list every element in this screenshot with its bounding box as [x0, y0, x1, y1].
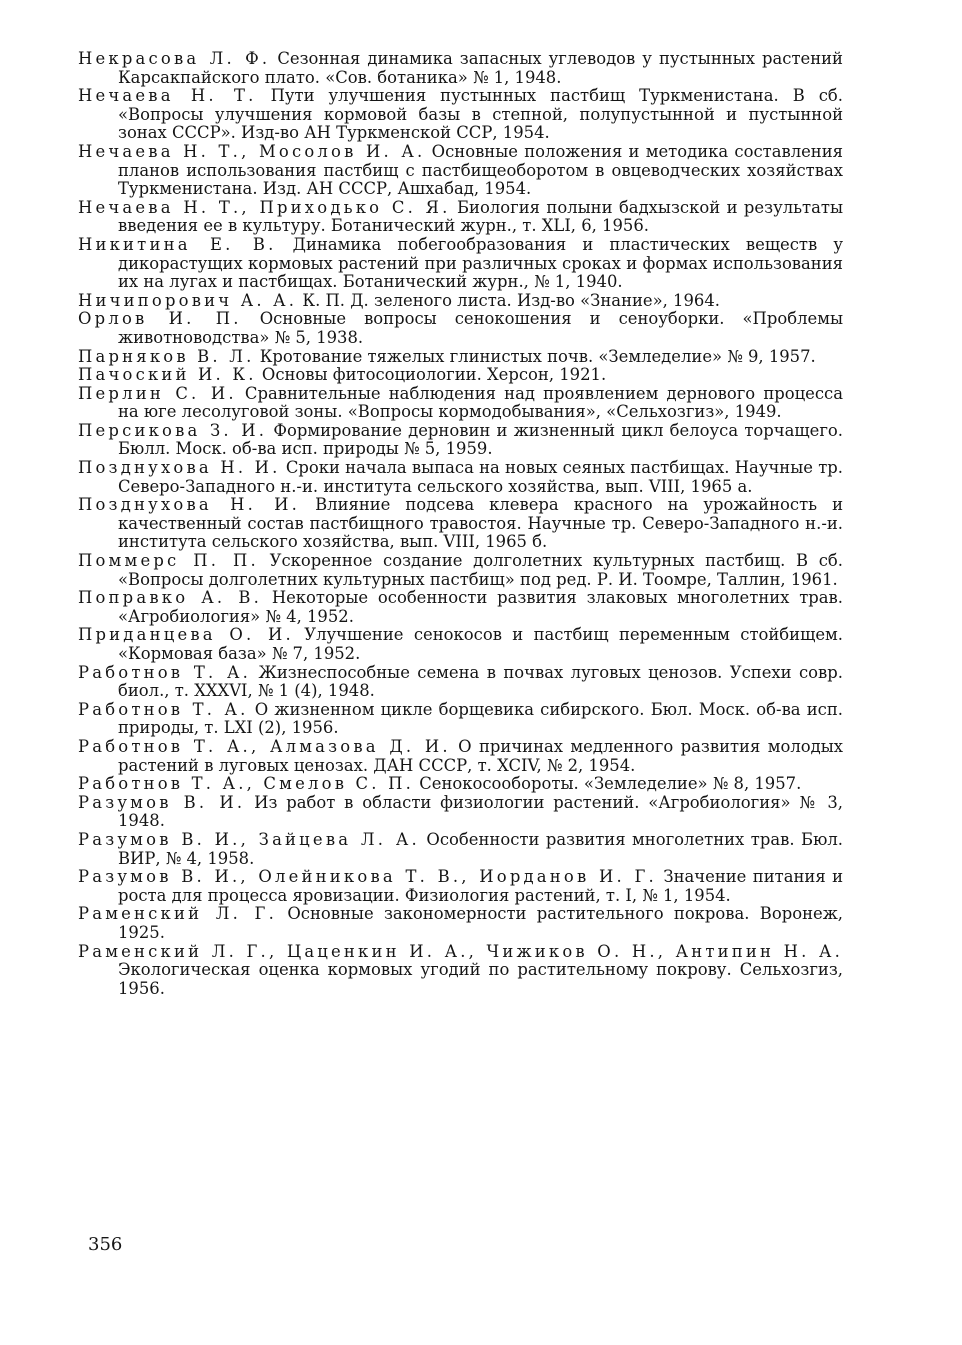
- reference-author: Раменский Л. Г.: [78, 904, 278, 924]
- reference-entry: [78, 831, 843, 868]
- reference-entry: [78, 664, 843, 701]
- reference-entry: [78, 236, 843, 292]
- reference-author: Перлин С. И.: [78, 383, 237, 403]
- reference-entry: [78, 459, 843, 496]
- reference-text: О жизненном цикле борщевика сибирского. Бюл. Моск. об-ва исп. природы, т. LXI (2), 1956.: [118, 699, 843, 738]
- reference-text: Формирование дерновин и жизненный цикл белоуса торчащего. Бюлл. Моск. об-ва исп. природы № 5, 1959.: [118, 420, 843, 459]
- reference-text: Сроки начала выпаса на новых сеяных пастбищах. Научные тр. Северо-Западного н.-и. института сельского хозяйства, вып. VIII, 1965 а.: [118, 458, 843, 496]
- reference-entry: [78, 496, 843, 552]
- reference-author: Некрасова Л. Ф.: [78, 49, 271, 68]
- reference-text: Ускоренное создание долголетних культурных пастбищ. В сб. «Вопросы долголетних культурных пастбищ» под ред. Р. И. Тоомре, Таллин, 1961.: [118, 551, 843, 589]
- reference-author: Разумов В. И., Зайцева Л. А.: [78, 829, 420, 849]
- reference-author: Орлов И. П.: [78, 309, 242, 329]
- reference-author: Никитина Е. В.: [78, 234, 277, 254]
- reference-entry: [78, 199, 843, 236]
- reference-text: Улучшение сенокосов и пастбищ переменным стойбищем. «Кормовая база» № 7, 1952.: [118, 625, 843, 663]
- reference-text: Динамика побегообразования и пластических веществ у дикорастущих кормовых растений при различных сроках и формах использования их на лугах и пастбищах. Ботанический журн., № 1, 1940.: [118, 234, 843, 292]
- reference-text: Жизнеспособные семена в почвах луговых ценозов. Успехи совр. биол., т. XXXVI, № 1 (4), 1948.: [118, 662, 843, 701]
- reference-entry: [78, 552, 843, 589]
- reference-author: Разумов В. И., Олейникова Т. В., Иорданов И. Г.: [78, 867, 657, 887]
- reference-entry: [78, 868, 843, 905]
- reference-text: Кротование тяжелых глинистых почв. «Земледелие» № 9, 1957.: [259, 346, 816, 366]
- reference-entry: [78, 738, 843, 775]
- reference-text: Основные вопросы сенокошения и сеноуборки. «Проблемы животноводства» № 5, 1938.: [118, 309, 843, 347]
- reference-text: Пути улучшения пустынных пастбищ Туркменистана. В сб. «Вопросы улучшения кормовой базы в степной, полупустынной и пустынной зонах СССР». Изд-во АН Туркменской ССР, 1954.: [118, 86, 844, 143]
- reference-author: Персикова З. И.: [78, 420, 268, 440]
- reference-text: К. П. Д. зеленого листа. Изд-во «Знание», 1964.: [302, 290, 720, 310]
- reference-text: Влияние подсева клевера красного на урожайность и качественный состав пастбищного травостоя. Научные тр. Северо-Западного н.-и. института сельского хозяйства, вып. VIII, 1965 б.: [118, 495, 843, 552]
- reference-text: О причинах медленного развития молодых растений в луговых ценозах. ДАН СССР, т. XCIV, № 2, 1954.: [118, 736, 843, 775]
- reference-entry: [78, 943, 843, 999]
- reference-entry: [78, 292, 843, 311]
- reference-author: Нечаева Н. Т.: [78, 86, 257, 106]
- reference-text: Сенокосообороты. «Земледелие» № 8, 1957.: [419, 774, 802, 794]
- reference-entry: [78, 385, 843, 422]
- reference-text: Биология полыни бадхызской и результаты введения ее в культуру. Ботанический журн., т. XLI, 6, 1956.: [118, 197, 843, 236]
- reference-text: Экологическая оценка кормовых угодий по растительному покрову. Сельхозгиз, 1956.: [118, 960, 843, 998]
- reference-entry: [78, 310, 843, 347]
- reference-author: Разумов В. И.: [78, 792, 246, 812]
- reference-text: Сравнительные наблюдения над проявлением дернового процесса на юге лесолуговой зоны. «Вопросы кормодобывания», «Сельхозгиз», 1949.: [118, 383, 843, 422]
- reference-author: Нечаева Н. Т., Приходько С. Я.: [78, 197, 451, 217]
- reference-text: Основы фитосоциологии. Херсон, 1921.: [261, 365, 607, 385]
- reference-text: Значение питания и роста для процесса яровизации. Физиология растений, т. I, № 1, 1954.: [118, 867, 843, 905]
- reference-author: Поправко А. В.: [78, 588, 262, 608]
- reference-author: Работнов Т. А., Смелов С. П.: [78, 774, 415, 794]
- reference-author: Позднухова Н. И.: [78, 458, 281, 478]
- reference-text: Особенности развития многолетних трав. Бюл. ВИР, № 4, 1958.: [118, 829, 843, 868]
- reference-list: [78, 50, 843, 998]
- reference-text: Некоторые особенности развития злаковых многолетних трав. «Агробиология» № 4, 1952.: [118, 588, 843, 626]
- reference-author: Работнов Т. А., Алмазова Д. И.: [78, 736, 451, 756]
- reference-entry: [78, 87, 843, 143]
- reference-entry: [78, 905, 843, 942]
- reference-entry: [78, 626, 843, 663]
- reference-entry: [78, 794, 843, 831]
- reference-author: Работнов Т. А.: [78, 662, 252, 682]
- reference-text: Основные закономерности растительного покрова. Воронеж, 1925.: [118, 904, 843, 942]
- reference-entry: [78, 50, 843, 87]
- reference-entry: [78, 775, 843, 794]
- reference-entry: [78, 422, 843, 459]
- reference-author: Работнов Т. А.: [78, 699, 249, 719]
- reference-author: Ничипорович А. А.: [78, 290, 298, 310]
- page-number: 356: [88, 1234, 123, 1255]
- reference-entry: [78, 701, 843, 738]
- reference-entry: [78, 589, 843, 626]
- reference-entry: [78, 366, 843, 385]
- reference-author: Раменский Л. Г., Цаценкин И. А., Чижиков О. Н., Антипин Н. А.: [78, 941, 843, 961]
- reference-entry: [78, 143, 843, 199]
- reference-author: Приданцева О. И.: [78, 625, 294, 645]
- reference-text: Сезонная динамика запасных углеводов у пустынных растений Карсакпайского плато. «Сов. ботаника» № 1, 1948.: [118, 49, 843, 87]
- reference-entry: [78, 348, 843, 367]
- reference-author: Позднухова Н. И.: [78, 495, 301, 515]
- reference-author: Нечаева Н. Т., Мосолов И. А.: [78, 141, 426, 161]
- reference-author: Парняков В. Л.: [78, 346, 255, 366]
- reference-author: Поммерс П. П.: [78, 551, 259, 571]
- reference-text: Основные положения и методика составления планов использования пастбищ с пастбищеоборотом в овцеводческих хозяйствах Туркменистана. Изд. АН СССР, Ашхабад, 1954.: [118, 141, 843, 199]
- reference-author: Пачоский И. К.: [78, 365, 257, 385]
- reference-text: Из работ в области физиологии растений. «Агробиология» № 3, 1948.: [118, 792, 843, 831]
